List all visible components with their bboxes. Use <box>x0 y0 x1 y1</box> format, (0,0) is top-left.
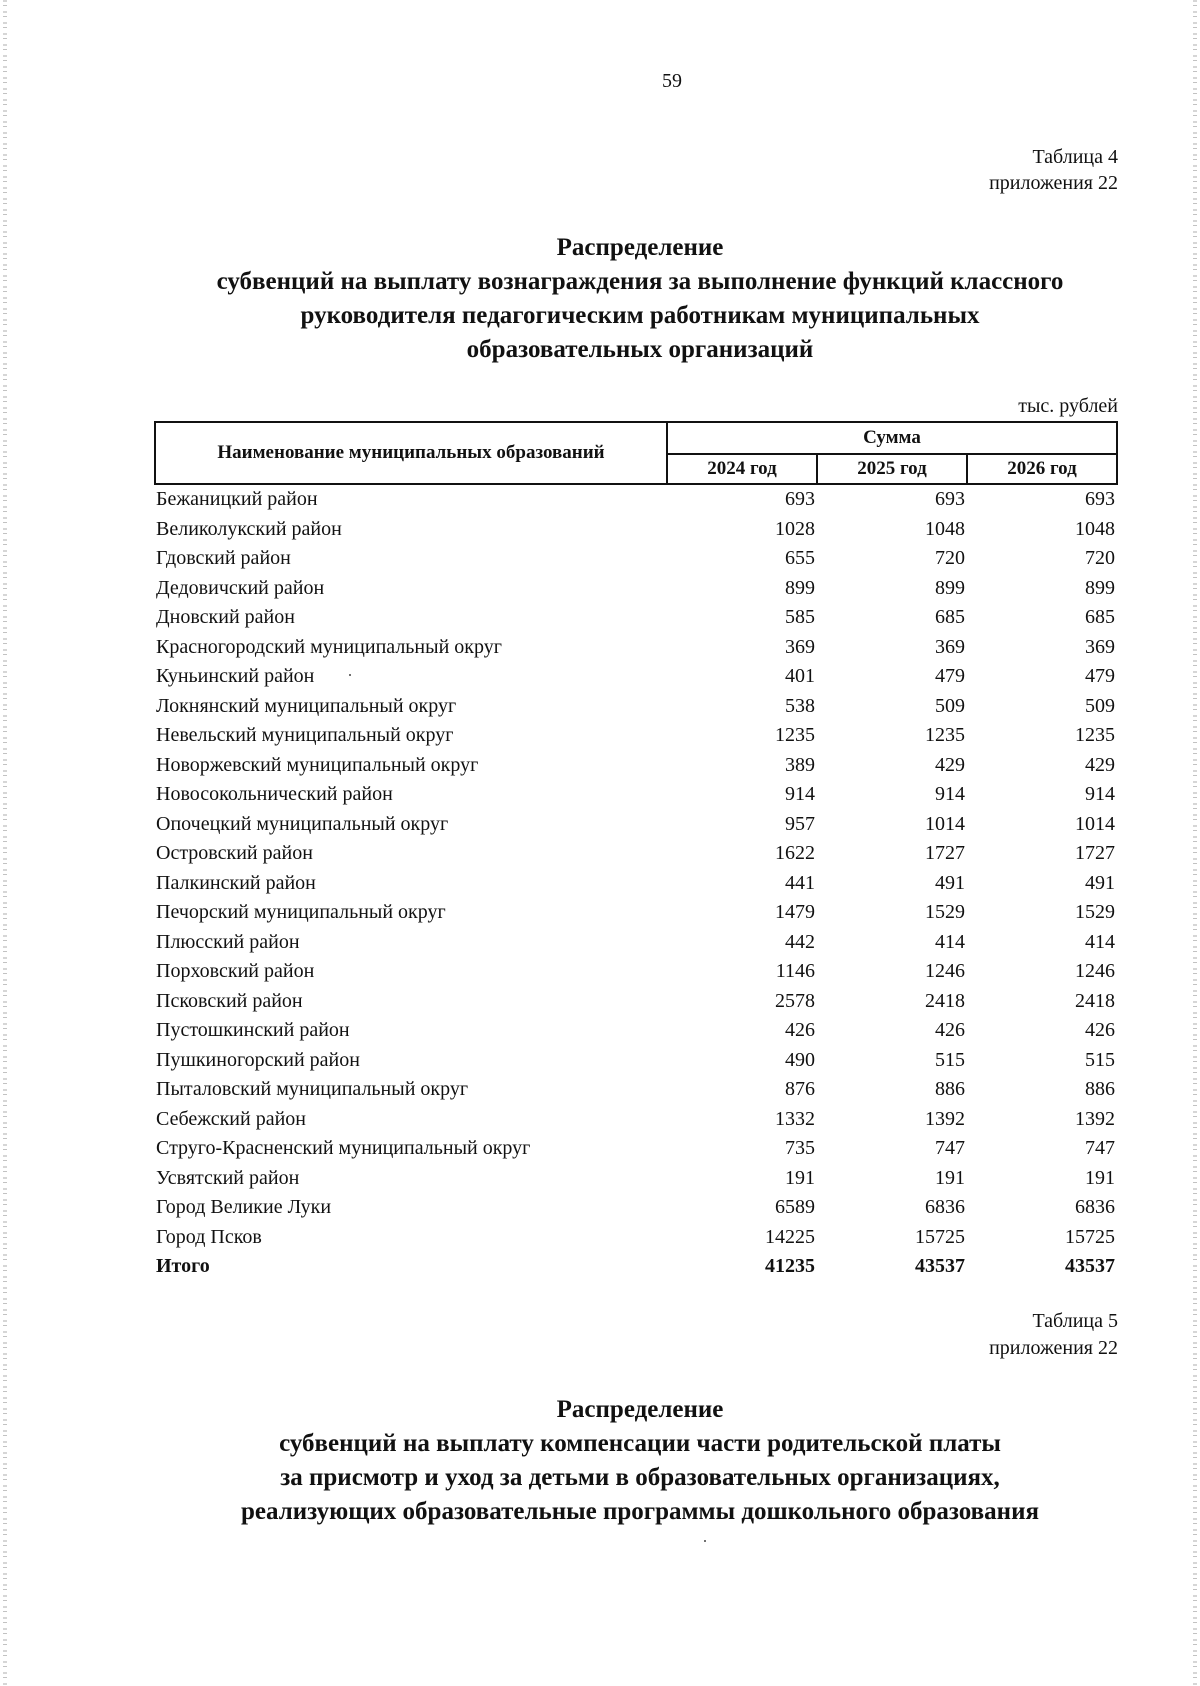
scan-speck <box>704 1540 706 1542</box>
value-2025: 369 <box>935 635 965 658</box>
value-2025: 479 <box>935 665 965 687</box>
table-row <box>155 692 1117 722</box>
value-2026: 2418 <box>1075 989 1115 1012</box>
municipality-name: Пушкиногорский район <box>156 1048 360 1071</box>
table-row <box>155 515 1117 545</box>
municipality-name: Куньинский район <box>156 665 315 687</box>
table4-title-line: Распределение <box>556 234 724 261</box>
value-2024: 735 <box>785 1137 815 1159</box>
value-2026: 886 <box>1085 1078 1115 1100</box>
value-2025: 914 <box>935 783 965 805</box>
value-2026: 747 <box>1085 1137 1115 1159</box>
value-2024: 389 <box>785 753 815 776</box>
scan-edge-left <box>3 0 7 1686</box>
table5-title-line: Распределение <box>556 1396 724 1423</box>
value-2025: 6836 <box>925 1196 965 1218</box>
units-label: тыс. рублей <box>1018 395 1118 417</box>
value-2025: 1392 <box>925 1107 965 1130</box>
value-2026: 15725 <box>1065 1225 1115 1248</box>
table-row <box>155 898 1117 928</box>
table-row <box>155 484 1117 515</box>
value-2024: 585 <box>785 606 815 628</box>
table-row <box>155 957 1117 987</box>
table-row <box>155 603 1117 633</box>
value-2024: 693 <box>785 488 815 510</box>
value-2026: 693 <box>1085 488 1115 510</box>
page-number: 59 <box>662 70 682 92</box>
total-2026: 43537 <box>1065 1255 1115 1277</box>
value-2024: 1028 <box>775 517 815 540</box>
value-2024: 1235 <box>775 724 815 746</box>
value-2026: 369 <box>1085 635 1115 658</box>
table-row <box>155 780 1117 810</box>
value-2025: 720 <box>935 547 965 569</box>
value-2025: 414 <box>935 930 965 953</box>
value-2024: 1479 <box>775 901 815 923</box>
table-row <box>155 1046 1117 1076</box>
value-2024: 876 <box>785 1078 815 1100</box>
header-year-2024: 2024 год <box>667 454 817 484</box>
value-2025: 429 <box>935 753 965 776</box>
municipality-name: Плюсский район <box>156 930 300 953</box>
table-row <box>155 869 1117 899</box>
table-row <box>155 928 1117 958</box>
table5-title-line: реализующих образовательные программы дошкольного образования <box>241 1498 1039 1525</box>
header-year-2025: 2025 год <box>817 454 967 484</box>
header-sum: Сумма <box>667 422 1117 454</box>
value-2025: 1529 <box>925 901 965 923</box>
table-body <box>155 484 1117 1252</box>
total-label: Итого <box>156 1255 210 1277</box>
value-2024: 441 <box>785 871 815 894</box>
municipality-name: Палкинский район <box>156 871 316 894</box>
value-2025: 2418 <box>925 989 965 1012</box>
value-2024: 426 <box>785 1019 815 1041</box>
value-2024: 369 <box>785 635 815 658</box>
value-2025: 747 <box>935 1137 965 1159</box>
value-2025: 15725 <box>915 1225 965 1248</box>
municipality-name: Новосокольнический район <box>156 783 393 805</box>
value-2026: 1727 <box>1075 842 1115 864</box>
table-row <box>155 721 1117 751</box>
value-2026: 1529 <box>1075 901 1115 923</box>
value-2024: 442 <box>785 930 815 953</box>
value-2025: 515 <box>935 1048 965 1071</box>
table-row <box>155 810 1117 840</box>
municipality-name: Порховский район <box>156 960 315 982</box>
table-row <box>155 633 1117 663</box>
value-2024: 1146 <box>775 960 815 982</box>
value-2025: 191 <box>935 1166 965 1189</box>
value-2024: 899 <box>785 576 815 599</box>
value-2025: 1246 <box>925 960 965 982</box>
value-2025: 1014 <box>925 812 965 835</box>
value-2024: 914 <box>785 783 815 805</box>
municipality-name: Себежский район <box>156 1107 306 1130</box>
value-2026: 491 <box>1085 871 1115 894</box>
value-2026: 1392 <box>1075 1107 1115 1130</box>
value-2025: 1727 <box>925 842 965 864</box>
value-2026: 509 <box>1085 694 1115 717</box>
value-2026: 914 <box>1085 783 1115 805</box>
value-2026: 429 <box>1085 753 1115 776</box>
value-2025: 426 <box>935 1019 965 1041</box>
value-2026: 191 <box>1085 1166 1115 1189</box>
value-2026: 515 <box>1085 1048 1115 1071</box>
table-row <box>155 751 1117 781</box>
municipality-name: Дедовичский район <box>156 576 325 599</box>
value-2025: 509 <box>935 694 965 717</box>
total-row <box>155 1252 1117 1282</box>
municipality-name: Великолукский район <box>156 517 342 540</box>
value-2025: 886 <box>935 1078 965 1100</box>
value-2026: 479 <box>1085 665 1115 687</box>
municipality-name: Красногородский муниципальный округ <box>156 635 502 658</box>
value-2024: 2578 <box>775 989 815 1012</box>
value-2025: 685 <box>935 606 965 628</box>
municipality-name: Бежаницкий район <box>156 488 318 510</box>
table4-label: Таблица 4 <box>1032 146 1118 168</box>
municipality-name: Локнянский муниципальный округ <box>156 694 457 717</box>
municipality-name: Дновский район <box>156 606 295 628</box>
municipality-name: Опочецкий муниципальный округ <box>156 812 449 835</box>
value-2024: 957 <box>785 812 815 835</box>
value-2026: 720 <box>1085 547 1115 569</box>
header-year-2026: 2026 год <box>967 454 1117 484</box>
value-2024: 1332 <box>775 1107 815 1130</box>
table-row <box>155 987 1117 1017</box>
value-2026: 1048 <box>1075 517 1115 540</box>
municipality-name: Струго-Красненский муниципальный округ <box>156 1137 531 1159</box>
table-row <box>155 544 1117 574</box>
table4-appendix-label: приложения 22 <box>989 172 1118 194</box>
value-2024: 14225 <box>765 1225 815 1248</box>
table4-title-line: субвенций на выплату вознаграждения за выполнение функций классного <box>216 268 1064 295</box>
value-2025: 491 <box>935 871 965 894</box>
value-2024: 191 <box>785 1166 815 1189</box>
value-2026: 414 <box>1085 930 1115 953</box>
value-2026: 426 <box>1085 1019 1115 1041</box>
value-2026: 685 <box>1085 606 1115 628</box>
total-2024: 41235 <box>765 1255 815 1277</box>
table-row <box>155 839 1117 869</box>
value-2026: 899 <box>1085 576 1115 599</box>
value-2024: 538 <box>785 694 815 717</box>
table-row <box>155 1223 1117 1253</box>
municipality-name: Город Псков <box>156 1225 262 1248</box>
municipality-name: Город Великие Луки <box>156 1196 332 1218</box>
table-row <box>155 1164 1117 1194</box>
value-2026: 1014 <box>1075 812 1115 835</box>
municipality-name: Усвятский район <box>156 1166 300 1189</box>
distribution-table <box>154 421 1118 1282</box>
table-row <box>155 1193 1117 1223</box>
value-2026: 1246 <box>1075 960 1115 982</box>
value-2026: 6836 <box>1075 1196 1115 1218</box>
table-row <box>155 1134 1117 1164</box>
table5-appendix-label: приложения 22 <box>989 1337 1118 1359</box>
municipality-name: Печорский муниципальный округ <box>156 901 446 923</box>
municipality-name: Островский район <box>156 842 313 864</box>
value-2025: 1048 <box>925 517 965 540</box>
municipality-name: Псковский район <box>156 989 303 1012</box>
table-row <box>155 574 1117 604</box>
value-2025: 693 <box>935 488 965 510</box>
total-2025: 43537 <box>915 1255 965 1277</box>
table-row <box>155 1075 1117 1105</box>
value-2026: 1235 <box>1075 724 1115 746</box>
value-2024: 6589 <box>775 1196 815 1218</box>
value-2024: 655 <box>785 547 815 569</box>
table4-title-line: образовательных организаций <box>466 336 814 363</box>
table-row <box>155 662 1117 692</box>
municipality-name: Гдовский район <box>156 547 291 569</box>
value-2025: 1235 <box>925 724 965 746</box>
value-2025: 899 <box>935 576 965 599</box>
scan-edge-right <box>1193 0 1197 1686</box>
table5-title <box>100 1393 1180 1529</box>
table5-title-line: субвенций на выплату компенсации части родительской платы <box>279 1430 1001 1457</box>
municipality-name: Пустошкинский район <box>156 1019 350 1041</box>
scan-speck <box>349 674 351 676</box>
table-row <box>155 1016 1117 1046</box>
value-2024: 490 <box>785 1048 815 1071</box>
table-row <box>155 1105 1117 1135</box>
municipality-name: Новоржевский муниципальный округ <box>156 753 479 776</box>
municipality-name: Пыталовский муниципальный округ <box>156 1078 469 1100</box>
value-2024: 1622 <box>775 842 815 864</box>
value-2024: 401 <box>785 665 815 687</box>
header-municipality: Наименование муниципальных образований <box>155 422 667 484</box>
municipality-name: Невельский муниципальный округ <box>156 724 454 746</box>
table5-title-line: за присмотр и уход за детьми в образовательных организациях, <box>280 1464 1000 1491</box>
table5-label: Таблица 5 <box>1032 1310 1118 1332</box>
table4-title <box>100 231 1180 367</box>
table4-title-line: руководителя педагогическим работникам муниципальных <box>300 302 980 329</box>
